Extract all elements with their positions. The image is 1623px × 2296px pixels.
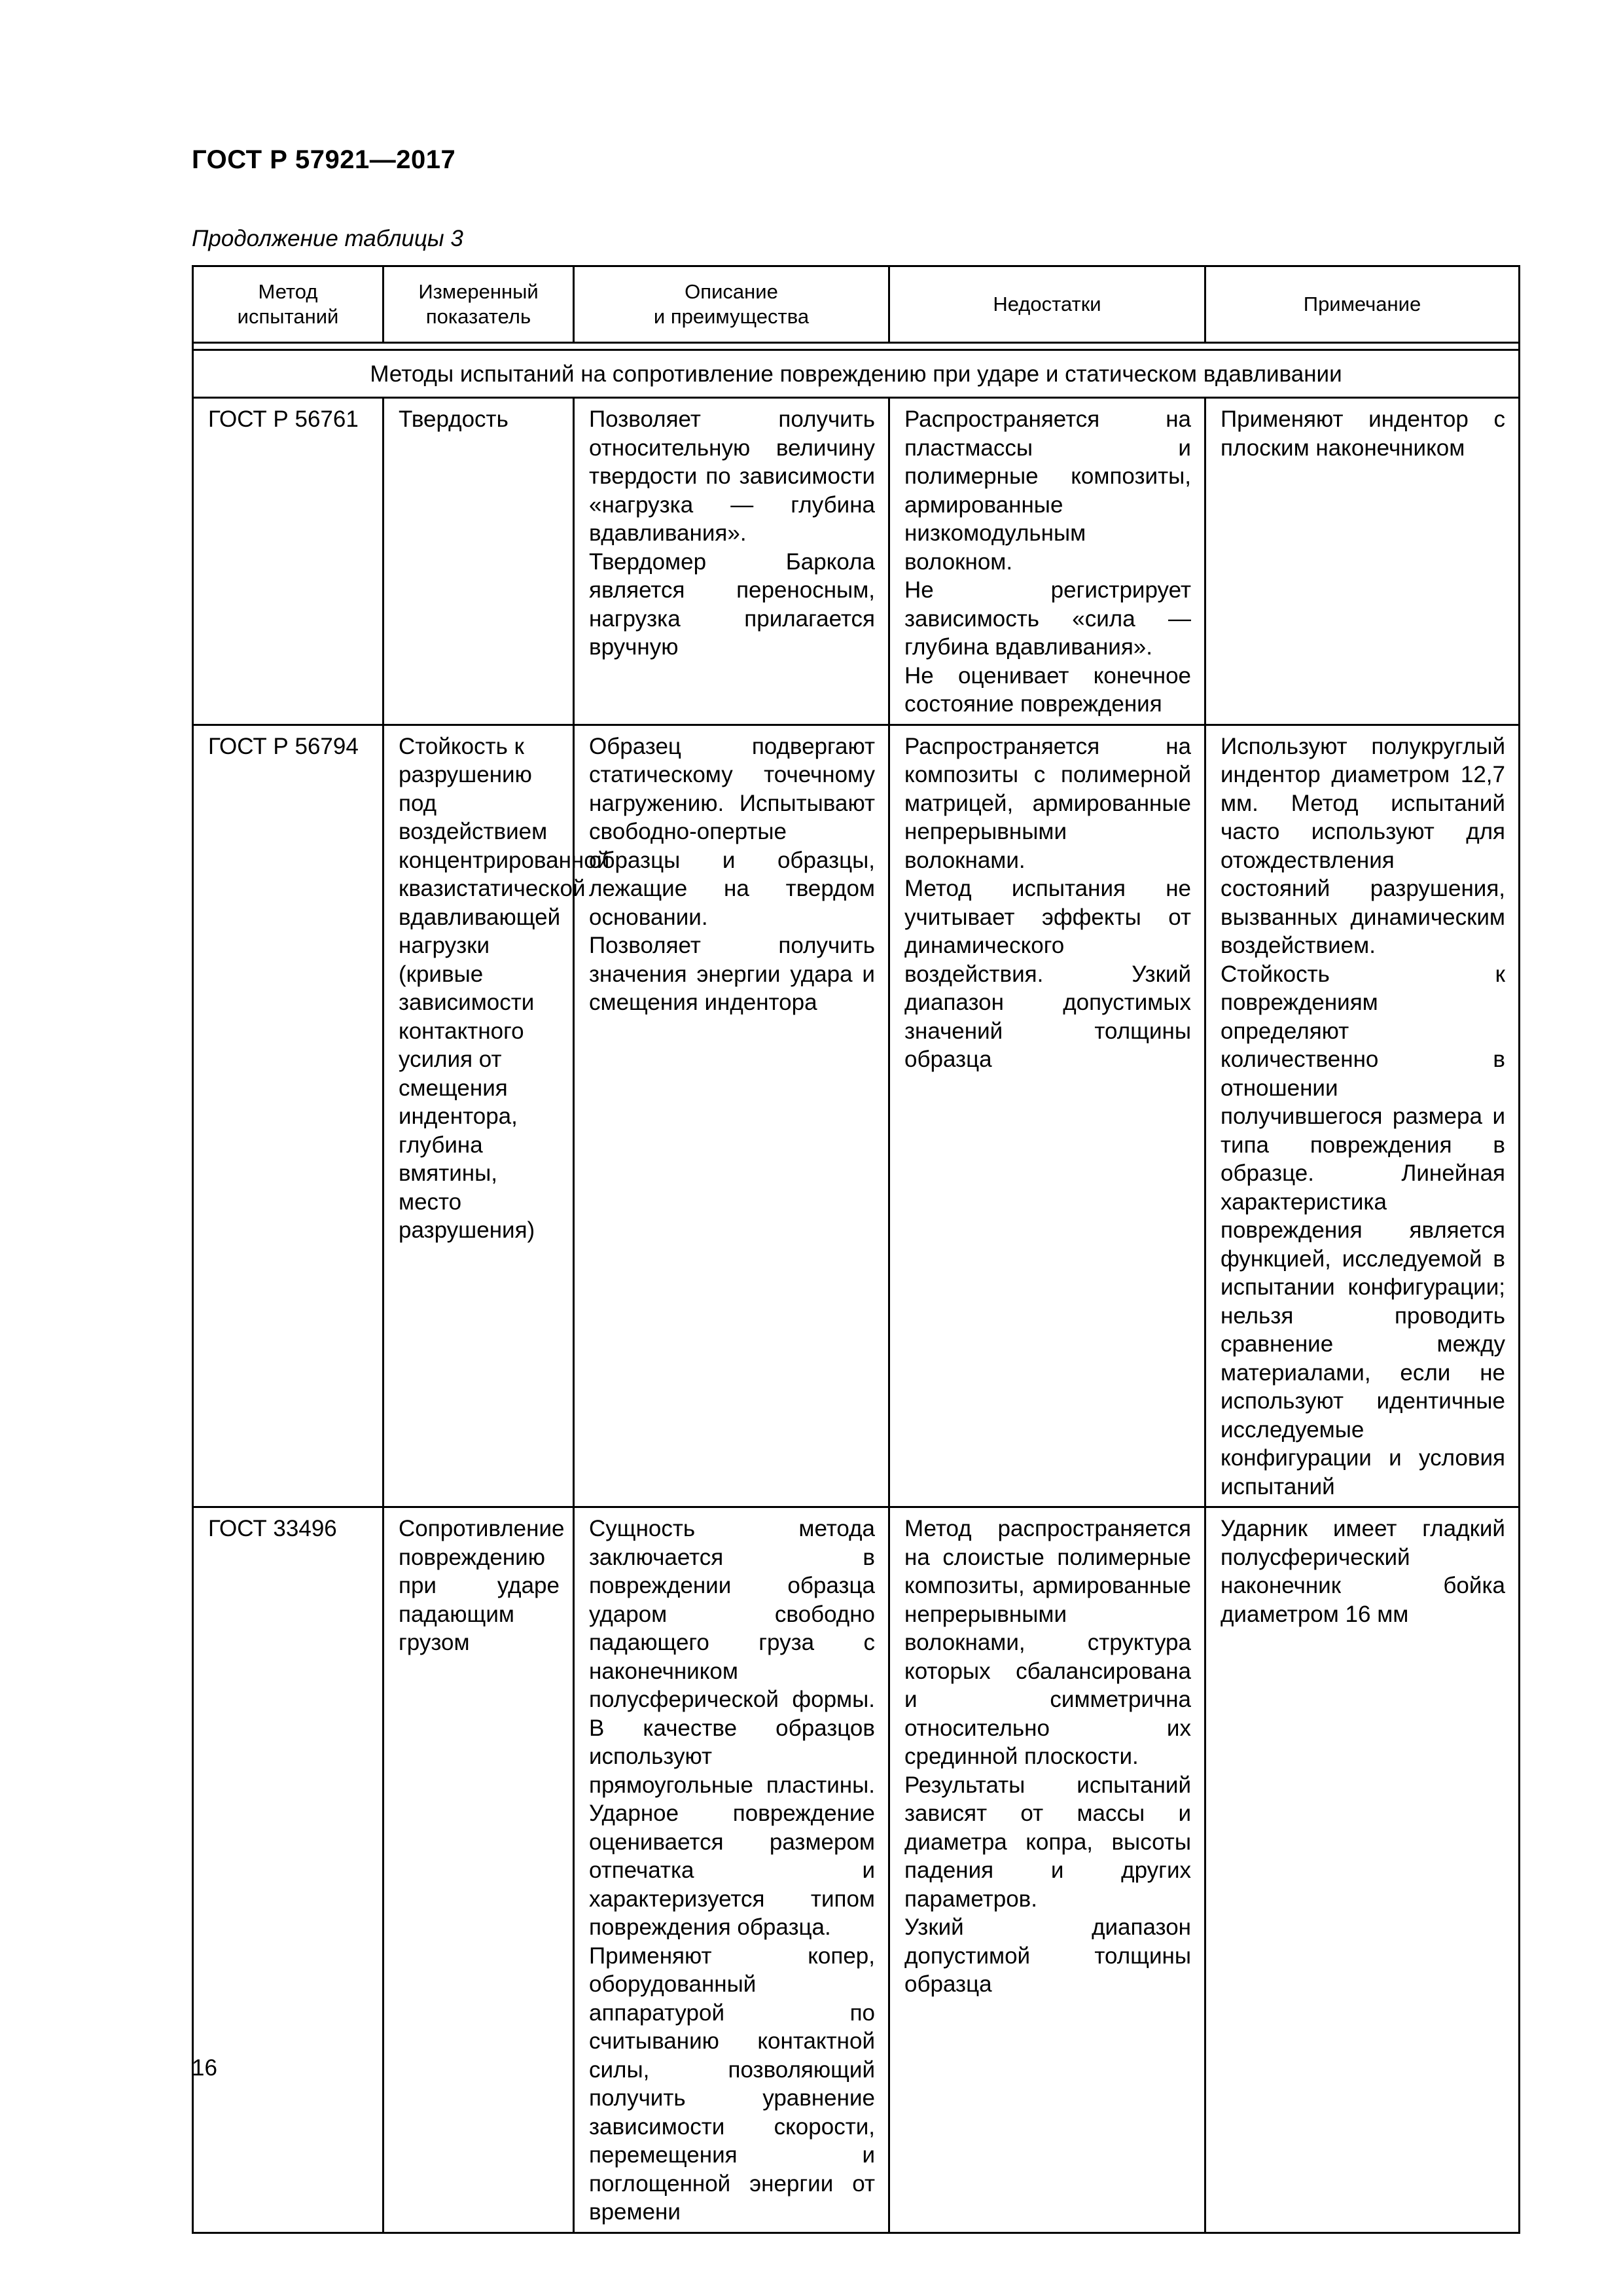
document-header: ГОСТ Р 57921—2017: [192, 145, 456, 174]
paragraph: Распространяется на пластмассы и полимерные композиты, армированные низкомодульным волокном.: [904, 406, 1191, 575]
column-header-line: Примечание: [1303, 293, 1421, 315]
column-header-method: [193, 266, 383, 343]
paragraph: Результаты испытаний зависят от массы и диаметра копра, высоты падения и других параметров.: [904, 1772, 1191, 1912]
separator-cell: [193, 343, 1520, 350]
paragraph: Стойкость к повреждениям определяют количественно в отношении получившегося размера и типа повреждения в образце. Линейная характеристика повреждения является функцией, исследуемой в испытании конфигурации; нельзя проводить сравнение между материалами, если не используют идентичные исследуемые конфигурации и условия испытаний: [1221, 961, 1505, 1499]
paragraph: Ударник имеет гладкий полусферический наконечник бойка диаметром 16 мм: [1221, 1516, 1505, 1627]
column-header-line: и преимущества: [653, 305, 810, 328]
column-header-line: показатель: [425, 305, 531, 328]
paragraph: Применяют индентор с плоским наконечником: [1221, 406, 1505, 461]
column-header-line: испытаний: [237, 305, 339, 328]
table-row: [193, 1507, 1520, 2233]
cell-description: [574, 725, 889, 1507]
column-header-description: [574, 266, 889, 343]
table-row: [193, 725, 1520, 1507]
cell-drawbacks: [889, 398, 1205, 725]
cell-drawbacks: [889, 725, 1205, 1507]
column-header-line: Метод: [258, 280, 318, 303]
table-container: [192, 265, 1518, 2234]
paragraph: Твердомер Баркола является переносным, нагрузка прилагается вручную: [589, 548, 875, 660]
column-header-line: Недостатки: [993, 293, 1101, 315]
header-separator: [193, 343, 1520, 350]
section-row: [193, 350, 1520, 398]
paragraph: Узкий диапазон допустимой толщины образца: [904, 1914, 1191, 1997]
table-header-row: [193, 266, 1520, 343]
paragraph: Сущность метода заключается в повреждении образца ударом свободно падающего груза с наконечником полусферической формы. В качестве образцов используют прямоугольные пластины. Ударное повреждение оценивается размером отпечатка и характеризуется типом повреждения образца.: [589, 1516, 875, 1940]
paragraph: Образец подвергают статическому точечному нагружению. Испытывают свободно-опертые образцы и образцы, лежащие на твердом основании.: [589, 733, 875, 930]
cell-indicator: Стойкость к разрушению под воздействием концентрированной квазистатической вдавливающей нагрузки (кривые зависимости контактного усилия от смещения индентора, глубина вмятины, место разрушения): [383, 725, 574, 1507]
paragraph: Метод испытания не учитывает эффекты от динамического воздействия. Узкий диапазон допустимых значений толщины образца: [904, 876, 1191, 1072]
paragraph: Распространяется на композиты с полимерной матрицей, армированные непрерывными волокнами.: [904, 733, 1191, 873]
column-header-note: [1205, 266, 1520, 343]
cell-note: [1205, 725, 1520, 1507]
page-number: 16: [192, 2055, 217, 2081]
methods-table: [192, 265, 1520, 2234]
paragraph: Не оценивает конечное состояние повреждения: [904, 662, 1191, 717]
cell-method: ГОСТ 33496: [193, 1507, 383, 2233]
table-caption: Продолжение таблицы 3: [192, 226, 463, 251]
paragraph: Применяют копер, оборудованный аппаратурой по считыванию контактной силы, позволяющий получить уравнение зависимости скорости, перемещения и поглощенной энергии от времени: [589, 1943, 875, 2225]
table-row: [193, 398, 1520, 725]
section-title: Методы испытаний на сопротивление повреждению при ударе и статическом вдавливании: [193, 350, 1520, 398]
cell-note: [1205, 398, 1520, 725]
paragraph: Позволяет получить значения энергии удара и смещения индентора: [589, 933, 875, 1015]
cell-description: [574, 398, 889, 725]
paragraph: Не регистрирует зависимость «сила — глубина вдавливания».: [904, 577, 1191, 660]
column-header-line: Измеренный: [418, 280, 539, 303]
column-header-drawbacks: [889, 266, 1205, 343]
cell-method: ГОСТ Р 56761: [193, 398, 383, 725]
cell-indicator: Сопротивление повреждению при ударе падающим грузом: [383, 1507, 574, 2233]
cell-indicator: Твердость: [383, 398, 574, 725]
paragraph: Позволяет получить относительную величину твердости по зависимости «нагрузка — глубина вдавливания».: [589, 406, 875, 546]
paragraph: Метод распространяется на слоистые полимерные композиты, армированные непрерывными волокнами, структура которых сбалансирована и симметрична относительно их срединной плоскости.: [904, 1516, 1191, 1769]
cell-note: [1205, 1507, 1520, 2233]
cell-description: [574, 1507, 889, 2233]
column-header-indicator: [383, 266, 574, 343]
cell-drawbacks: [889, 1507, 1205, 2233]
paragraph: Используют полукруглый индентор диаметром 12,7 мм. Метод испытаний часто используют для отождествления состояний разрушения, вызванных динамическим воздействием.: [1221, 733, 1505, 958]
cell-method: ГОСТ Р 56794: [193, 725, 383, 1507]
column-header-line: Описание: [685, 280, 778, 303]
